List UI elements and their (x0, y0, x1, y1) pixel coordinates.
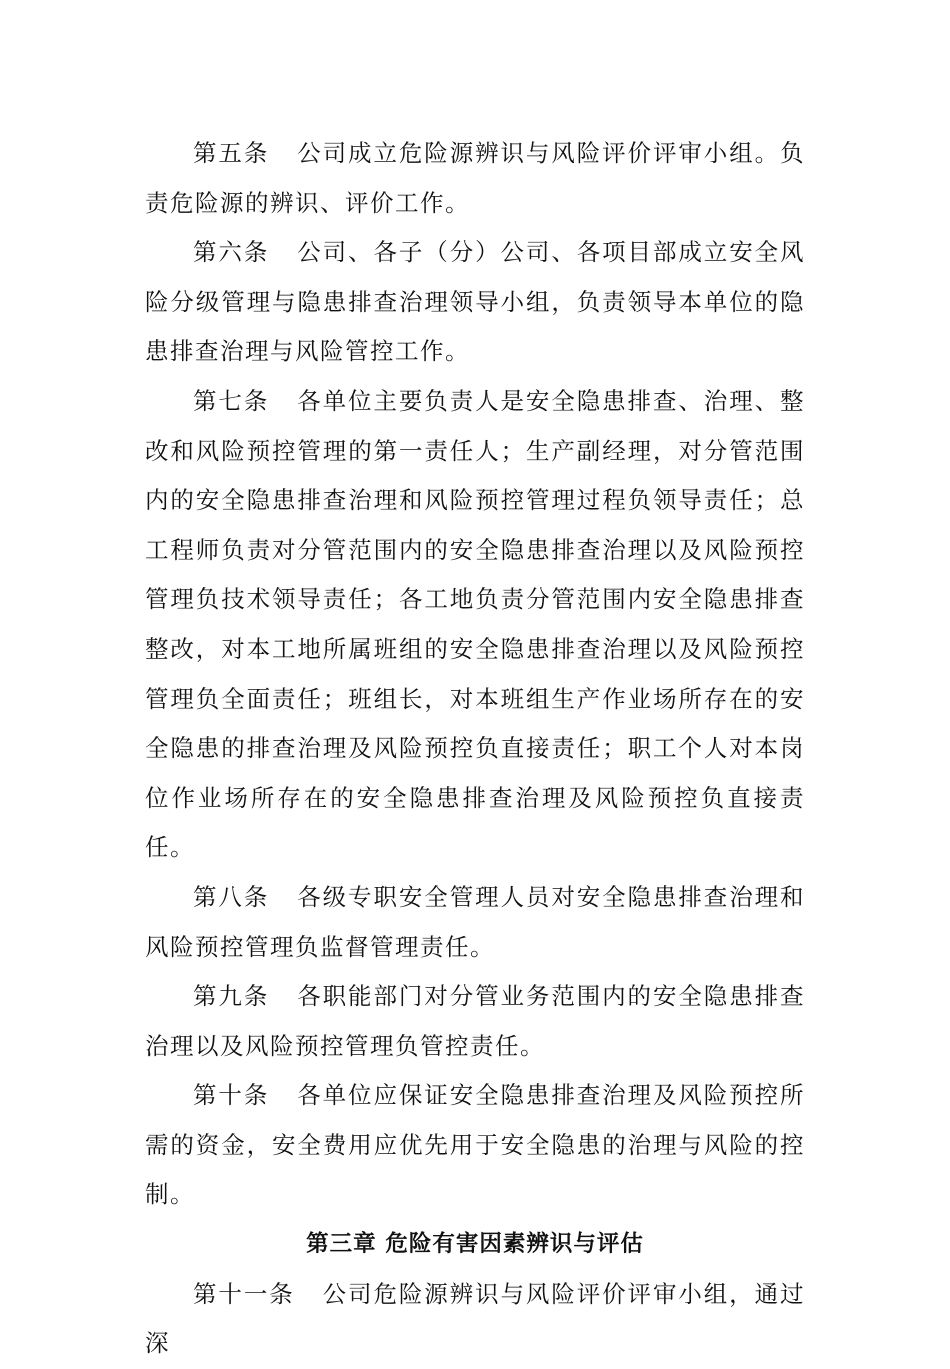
article-text: 公司成立危险源辨识与风险评价评审小组。负责危险源的辨识、评价工作。 (145, 139, 806, 217)
article-text: 公司、各子（分）公司、各项目部成立安全风险分级管理与隐患排查治理领导小组，负责领导本单位的隐患排查治理与风险管控工作。 (145, 238, 806, 366)
article-6 (145, 228, 805, 377)
article-text: 各职能部门对分管业务范围内的安全隐患排查治理以及风险预控管理负管控责任。 (145, 982, 806, 1060)
article-text: 各单位应保证安全隐患排查治理及风险预控所需的资金，安全费用应优先用于安全隐患的治理与风险的控制。 (145, 1081, 806, 1209)
article-text: 公司危险源辨识与风险评价评审小组，通过深 (145, 1279, 806, 1358)
article-7 (145, 377, 805, 873)
article-number: 第五条 (193, 139, 270, 167)
article-number: 第九条 (193, 982, 270, 1011)
article-number: 第八条 (193, 882, 270, 911)
article-text: 各级专职安全管理人员对安全隐患排查治理和风险预控管理负监督管理责任。 (145, 882, 806, 961)
article-text: 各单位主要负责人是安全隐患排查、治理、整改和风险预控管理的第一责任人；生产副经理，对分管范围内的安全隐患排查治理和风险预控管理过程负领导责任；总工程师负责对分管范围内的安全隐患排查治理以及风险预控管理负技术领导责任；各工地负责分管范围内安全隐患排查整改，对本工地所属班组的安全隐患排查治理以及风险预控管理负全面责任；班组长，对本班组生产作业场所存在的安全隐患的排查治理及风险预控负直接责任；职工个人对本岗位作业场所存在的安全隐患排查治理及风险预控负直接责任。 (145, 386, 806, 862)
article-8 (145, 873, 805, 972)
article-9 (145, 972, 805, 1071)
article-number: 第六条 (193, 238, 270, 267)
article-5 (145, 129, 805, 228)
article-number: 第七条 (193, 386, 270, 415)
article-11 (145, 1270, 805, 1369)
chapter-heading: 第三章 危险有害因素辨识与评估 (306, 1231, 644, 1258)
article-10 (145, 1071, 805, 1220)
document-body (145, 129, 805, 1369)
article-number: 第十条 (193, 1081, 270, 1110)
article-number: 第十一条 (193, 1279, 295, 1308)
